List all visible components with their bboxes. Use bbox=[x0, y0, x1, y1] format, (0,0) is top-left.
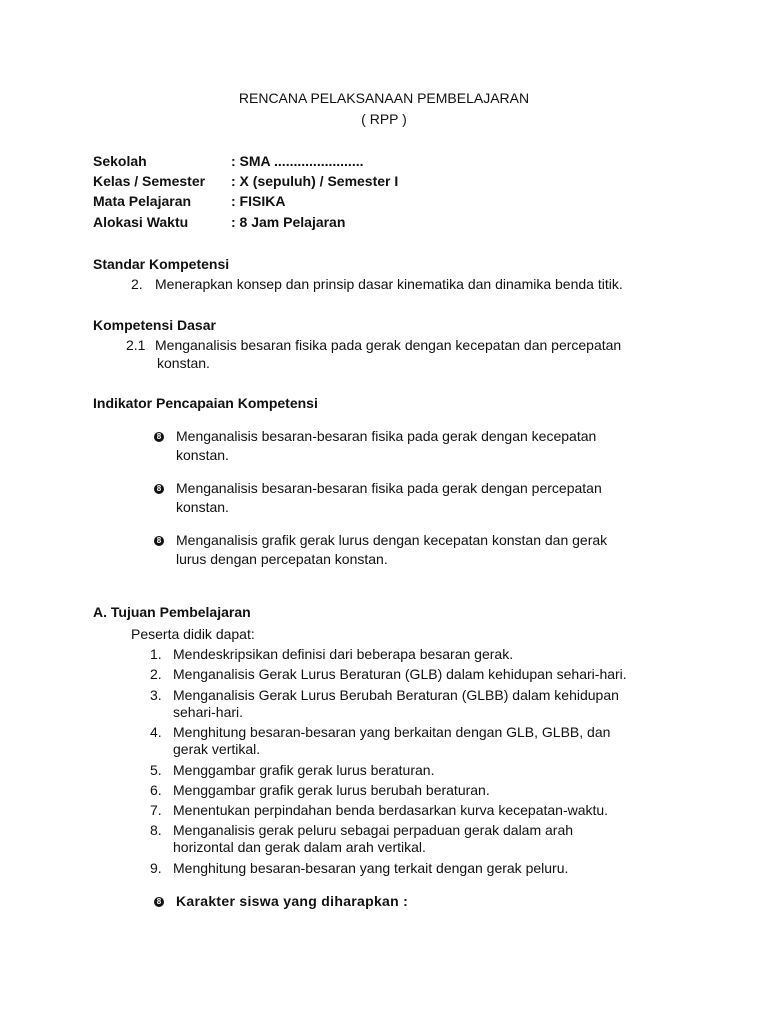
tujuan-item-4: Menghitung besaran-besaran yang berkaitan dengan GLB, GLBB, dan bbox=[173, 724, 611, 740]
tujuan-number: 5. bbox=[150, 762, 162, 778]
kompetensi-text: Menganalisis besaran fisika pada gerak dengan kecepatan dan percepatan bbox=[155, 337, 622, 353]
kompetensi-text-cont: konstan. bbox=[157, 355, 210, 371]
tujuan-item-3-cont: sehari-hari. bbox=[173, 704, 244, 720]
indikator-item-1: Menganalisis besaran-besaran fisika pada gerak dengan kecepatan bbox=[176, 428, 597, 444]
standar-number: 2. bbox=[131, 276, 143, 292]
bullet-icon: 8 bbox=[154, 484, 164, 494]
bullet-icon: 8 bbox=[154, 432, 164, 442]
kompetensi-number: 2.1 bbox=[126, 337, 146, 353]
tujuan-item-8: Menganalisis gerak peluru sebagai perpaduan gerak dalam arah bbox=[173, 822, 574, 838]
tujuan-heading: A. Tujuan Pembelajaran bbox=[93, 604, 251, 620]
tujuan-item-7: Menentukan perpindahan benda berdasarkan kurva kecepatan-waktu. bbox=[173, 802, 609, 818]
tujuan-intro: Peserta didik dapat: bbox=[131, 626, 255, 642]
tujuan-number: 7. bbox=[150, 802, 162, 818]
info-value-mapel: : FISIKA bbox=[231, 193, 286, 209]
tujuan-number: 9. bbox=[150, 860, 162, 876]
indikator-item-3-cont: lurus dengan percepatan konstan. bbox=[176, 551, 388, 567]
document-subtitle: ( RPP ) bbox=[361, 111, 407, 127]
standar-heading: Standar Kompetensi bbox=[93, 256, 230, 272]
karakter-heading: Karakter siswa yang diharapkan : bbox=[176, 893, 409, 909]
info-label-mapel: Mata Pelajaran bbox=[93, 193, 192, 209]
tujuan-number: 2. bbox=[150, 666, 162, 682]
tujuan-number: 3. bbox=[150, 687, 162, 703]
tujuan-item-8-cont: horizontal dan gerak dalam arah vertikal. bbox=[173, 839, 426, 855]
info-label-kelas: Kelas / Semester bbox=[93, 173, 206, 189]
indikator-item-2: Menganalisis besaran-besaran fisika pada gerak dengan percepatan bbox=[176, 480, 602, 496]
tujuan-item-2: Menganalisis Gerak Lurus Beraturan (GLB) dalam kehidupan sehari-hari. bbox=[173, 666, 627, 682]
tujuan-number: 4. bbox=[150, 724, 162, 740]
bullet-icon: 8 bbox=[154, 536, 164, 546]
info-value-kelas: : X (sepuluh) / Semester I bbox=[231, 173, 399, 189]
tujuan-item-6: Menggambar grafik gerak lurus berubah beraturan. bbox=[173, 782, 490, 798]
document-title: RENCANA PELAKSANAAN PEMBELAJARAN bbox=[238, 90, 530, 106]
tujuan-item-1: Mendeskripsikan definisi dari beberapa besaran gerak. bbox=[173, 646, 514, 662]
info-label-sekolah: Sekolah bbox=[93, 153, 147, 169]
info-value-alokasi: : 8 Jam Pelajaran bbox=[231, 214, 346, 230]
tujuan-item-5: Menggambar grafik gerak lurus beraturan. bbox=[173, 762, 435, 778]
indikator-item-1-cont: konstan. bbox=[176, 447, 229, 463]
bullet-icon: 8 bbox=[154, 897, 164, 907]
tujuan-number: 8. bbox=[150, 822, 162, 838]
tujuan-item-4-cont: gerak vertikal. bbox=[173, 741, 261, 757]
tujuan-number: 1. bbox=[150, 646, 162, 662]
indikator-heading: Indikator Pencapaian Kompetensi bbox=[93, 395, 318, 411]
indikator-item-2-cont: konstan. bbox=[176, 499, 229, 515]
info-value-sekolah: : SMA ....................... bbox=[231, 153, 364, 169]
tujuan-number: 6. bbox=[150, 782, 162, 798]
info-label-alokasi: Alokasi Waktu bbox=[93, 214, 189, 230]
indikator-item-3: Menganalisis grafik gerak lurus dengan kecepatan konstan dan gerak bbox=[176, 532, 608, 548]
tujuan-item-3: Menganalisis Gerak Lurus Berubah Beraturan (GLBB) dalam kehidupan bbox=[173, 687, 619, 703]
standar-text: Menerapkan konsep dan prinsip dasar kinematika dan dinamika benda titik. bbox=[155, 276, 623, 292]
tujuan-item-9: Menghitung besaran-besaran yang terkait dengan gerak peluru. bbox=[173, 860, 569, 876]
kompetensi-heading: Kompetensi Dasar bbox=[93, 317, 216, 333]
